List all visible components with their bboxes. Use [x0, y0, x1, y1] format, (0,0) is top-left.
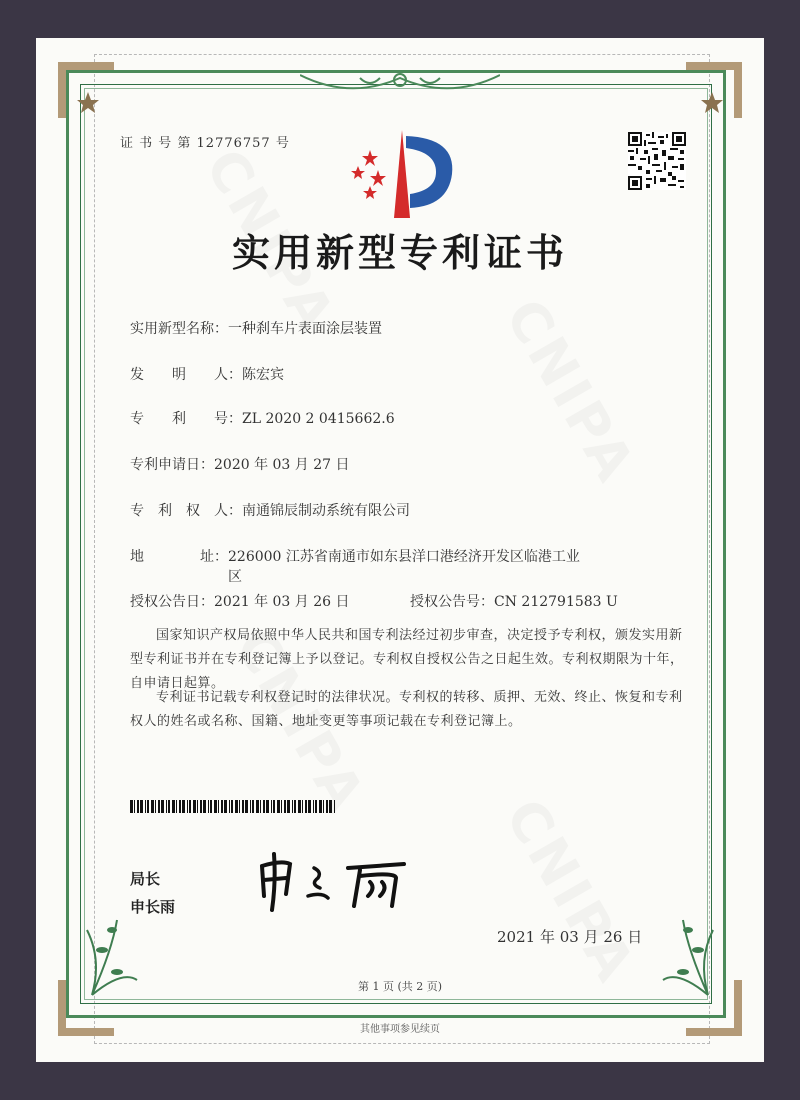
inventor-value: 陈宏宾 — [242, 367, 284, 383]
filing-date-label: 专利申请日： — [130, 457, 214, 473]
page-number: 第 1 页 (共 2 页) — [357, 980, 443, 993]
address-label: 地 址： — [130, 549, 228, 565]
invention-name-label: 实用新型名称： — [130, 321, 228, 337]
inventor-label: 发 明 人： — [130, 367, 242, 383]
address-row — [130, 546, 580, 566]
patent-number-row — [130, 408, 395, 428]
director-title: 局长 — [130, 870, 161, 888]
body-paragraph-2: 专利证书记载专利权登记时的法律状况。专利权的转移、质押、无效、终止、恢复和专利权人的姓名或名称、国籍、地址变更等事项记载在专利登记簿上。 — [130, 690, 683, 729]
grant-date-label: 授权公告日： — [130, 594, 214, 610]
handwritten-signature — [256, 852, 416, 912]
cnipa-logo-icon — [344, 128, 460, 224]
invention-name-value: 一种刹车片表面涂层装置 — [228, 321, 382, 337]
address-value-line2: 区 — [228, 569, 242, 585]
grant-number-value: CN 212791583 U — [494, 594, 618, 610]
body-paragraph-1: 国家知识产权局依照中华人民共和国专利法经过初步审查，决定授予专利权，颁发实用新型专利证书并在专利登记簿上予以登记。专利权自授权公告之日起生效。专利权期限为十年，自申请日起算。 — [130, 628, 684, 691]
corner-ornament-top-left — [58, 62, 114, 118]
invention-name-row — [130, 318, 382, 338]
footer-note: 其他事项参见续页 — [360, 1024, 440, 1035]
signature-date: 2021 年 03 月 26 日 — [497, 928, 643, 946]
grant-date-row — [130, 591, 350, 611]
address-value-line1: 226000 江苏省南通市如东县洋口港经济开发区临港工业 — [228, 549, 580, 565]
patent-owner-row — [130, 500, 410, 520]
filing-date-value: 2020 年 03 月 27 日 — [214, 457, 350, 473]
grant-number-label: 授权公告号： — [410, 594, 494, 610]
patent-owner-value: 南通锦辰制动系统有限公司 — [242, 503, 410, 519]
filing-date-row — [130, 454, 350, 474]
patent-number-value: ZL 2020 2 0415662.6 — [242, 411, 395, 427]
patent-number-label: 专 利 号： — [130, 411, 242, 427]
corner-ornament-top-right — [686, 62, 742, 118]
grant-number-row — [410, 591, 618, 611]
certificate-title: 实用新型专利证书 — [231, 230, 568, 275]
top-ornament — [300, 70, 500, 100]
director-name: 申长雨 — [130, 898, 176, 916]
barcode-icon — [130, 800, 340, 813]
inventor-row — [130, 364, 284, 384]
qr-code-icon — [628, 132, 686, 190]
grant-date-value: 2021 年 03 月 26 日 — [214, 594, 350, 610]
certificate-number: 证 书 号 第 12776757 号 — [120, 136, 290, 151]
patent-owner-label: 专 利 权 人： — [130, 503, 242, 519]
